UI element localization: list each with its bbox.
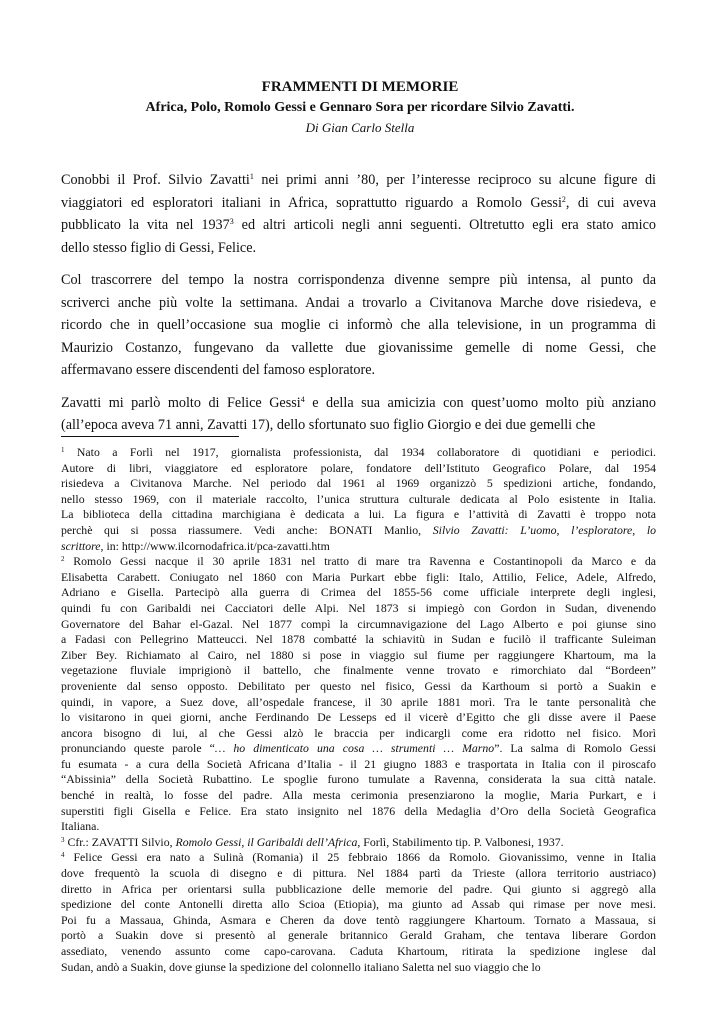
footnote-number: 1 [61, 446, 65, 454]
text-run: scriverci anche più volte la settimana. Andai a trovarlo a Civitanova Marche dove risiedeva, e [61, 294, 656, 311]
text-run: Governatore del Bahar el-Gazal. Nel 1877 compì la circumnavigazione del Lago Alberto e poi giunse sino [61, 616, 656, 631]
text-run: ”. La salma di Romolo Gessi [494, 741, 656, 756]
text-run: assediato, venendo assunto come capo-carovana. Caduta Khartoum, ritirata la spedizione inglese dal [61, 944, 656, 958]
text-line [61, 237, 656, 260]
text-run: Sudan, andò a Suakin, dove giunse la spedizione del colonnello italiano Saletta nel suo viaggio che lo [61, 959, 541, 974]
footnote-line [61, 944, 656, 960]
citation-text: , in: http://www.ilcornodafrica.it/pca-zavatti.htm [100, 538, 330, 553]
footnote-line [61, 492, 656, 508]
footnote-line [61, 554, 656, 570]
footnote-number: 4 [61, 851, 65, 860]
footnote-line [61, 539, 656, 555]
text-run: Elisabetta Carabett. Coniugato nel 1860 con Maria Purkart ebbe figli: Italo, Attilio, Felice, Adele, Alfredo, [61, 569, 656, 584]
footnote-1 [61, 445, 656, 554]
footnote-line [61, 679, 656, 695]
text-run: Conobbi il Prof. Silvio Zavatti [61, 172, 250, 188]
footnote-number: 2 [61, 555, 65, 564]
footnote-divider [61, 436, 239, 437]
footnote-2 [61, 554, 656, 835]
text-run: perchè qui si possa riassumere. Vedi anche: BONATI Manlio, [61, 522, 433, 537]
text-run: nei primi anni ’80, per l’interesse reciproco su alcune figure di [253, 172, 656, 188]
text-run: pronunciando queste parole “ [61, 741, 215, 756]
text-run: Romolo Gessi, il Garibaldi dell’Africa [175, 834, 358, 849]
text-run: superstiti figli Gisella e Felice. Era stato insignito nel 1876 della Medaglia d’Oro della Società Geografica [61, 803, 656, 818]
text-run: benché in realtà, lo fosse del padre. Alla mesta cerimonia presenziarono la moglie, Maria Purkart, e i [61, 788, 656, 803]
footnote-line [61, 710, 656, 726]
text-line [61, 292, 656, 315]
text-line [61, 269, 656, 292]
text-run: Cfr.: ZAVATTI Silvio, [64, 834, 176, 849]
footnote-line [61, 570, 656, 586]
footnote-line [61, 648, 656, 664]
text-line [61, 337, 656, 360]
text-run: viaggiatori ed esploratori italiani in Africa, soprattutto riguardo a Romolo Gessi [61, 194, 562, 211]
footnote-line [61, 523, 656, 539]
text-run: “Abissinia” della Società Rubattino. Le spoglie furono tumulate a Ravenna, considerata la sua città natale. [61, 772, 656, 787]
text-run: scrittore [61, 538, 101, 553]
footnote-line [61, 445, 656, 461]
text-run: risiedeva a Civitanova Marche. Nel periodo dal 1961 al 1969 organizzò 5 spedizioni artiche, fondando, [61, 476, 656, 491]
footnote-3 [61, 835, 656, 851]
text-run: pubblicato la vita nel 1937 [61, 217, 230, 233]
document-title: FRAMMENTI DI MEMORIE [261, 79, 459, 95]
footnote-line [61, 585, 656, 601]
footnote-line [61, 617, 656, 633]
text-run: diretto in Africa per orientarsi sulla pubblicazione delle memorie del padre. Qui giunto si aggregò alla [61, 881, 656, 896]
text-line [61, 192, 656, 215]
text-run: Poi fu a Massaua, Ghinda, Asmara e Cheren da dove tentò raggiungere Khartoum. Tornato a Massaua, si [61, 912, 656, 927]
footnote-reference[interactable]: 1 [249, 172, 254, 181]
footnote-line [61, 632, 656, 648]
text-run: Autore di libri, viaggiatore ed esploratore polare, fondatore dell’Istituto Geografico Polare, dal 1954 [61, 460, 656, 475]
text-run: proveniente dal senso opposto. Debilitato per questo nel fisico, Gessi da Karthoum si portò a Suakin e [61, 678, 656, 693]
text-run: nello stesso 1969, con il materiale raccolto, l’unica struttura culturale dedicata al Polo esistente in Italia. [61, 491, 656, 506]
footnote-line [61, 928, 656, 944]
text-run: Felice Gessi era nato a Sulinà (Romania) il 25 febbraio 1866 da Romolo. Giovanissimo, venne in Italia [64, 850, 656, 865]
text-line [61, 214, 656, 237]
text-run: , di cui aveva [565, 194, 656, 211]
footnote-line [61, 788, 656, 804]
footnote-line [61, 507, 656, 523]
text-line [61, 414, 656, 437]
footnote-line [61, 461, 656, 477]
footnote-line [61, 882, 656, 898]
text-run: Italiana. [61, 819, 100, 834]
footnote-line [61, 772, 656, 788]
text-run: quindi, in vapore, a Suez dove, all’ospedale francese, il 30 aprile 1881 morì. Tra le tante personalità che [61, 694, 656, 709]
footnote-reference[interactable]: 3 [229, 217, 234, 226]
text-run: , Forlì, Stabilimento tip. P. Valbonesi, 1937. [357, 834, 564, 849]
footnote-line [61, 663, 656, 679]
footnote-line [61, 476, 656, 492]
text-line [61, 169, 656, 192]
footnote-line [61, 897, 656, 913]
text-run: dove frequentò la scuola di disegno e di pittura. Nel 1884 partì da Trieste (allora territorio austriaco) [61, 866, 656, 881]
text-line [61, 314, 656, 337]
text-run: portò a Suakin dove si presentò al generale britannico Gerald Graham, che tentava liberare Gordon [61, 928, 656, 943]
footnote-4 [61, 850, 656, 975]
footnotes [61, 445, 656, 975]
text-run: fu esumata - a cura della Società Africana d’Italia - il 21 giugno 1883 e trasportata in Italia con il piroscafo [61, 756, 656, 771]
footnote-line [61, 866, 656, 882]
footnote-line [61, 960, 656, 976]
footnote-number: 3 [61, 835, 65, 844]
text-run: ricordo che in quell’occasione sua moglie ci informò che alla televisione, in un programma di [61, 317, 656, 333]
text-run: Nato a Forlì nel 1917, giornalista professionista, dal 1934 collaboratore di quotidiani e periodici. [64, 445, 656, 459]
text-run: vegetazione fluviale imprigionò il battello, che finalmente venne trovato e rimorchiato dal “Bordeen” [61, 663, 656, 678]
text-run: ed altri articoli negli anni seguenti. Oltretutto egli era stato amico [233, 217, 656, 233]
text-run: Zavatti mi parlò molto di Felice Gessi [61, 394, 301, 411]
text-run: Col trascorrere del tempo la nostra corrispondenza divenne sempre più intensa, al punto da [61, 272, 656, 288]
footnote-line [61, 726, 656, 742]
body-paragraph [61, 392, 656, 437]
text-line [61, 359, 656, 382]
footnote-line [61, 695, 656, 711]
text-run: Maurizio Costanzo, fungevano da vallette due giovanissime gemelle di nome Gessi, che [61, 339, 656, 356]
text-run: e della sua amicizia con quest’uomo molto più anziano [304, 394, 656, 411]
text-run: (all’epoca aveva 71 anni, Zavatti 17), dello sfortunato suo figlio Giorgio e dei due gemelli che [61, 417, 596, 433]
text-run: quindi fu con Garibaldi nei Cacciatori delle Alpi. Nel 1873 si impiegò con Gordon in Sudan, divenendo [61, 600, 656, 615]
body-text [61, 169, 656, 447]
text-run: Adriano e Gisella. Partecipò alla guerra di Crimea del 1855-56 come ufficiale interprete degli inglesi, [61, 585, 656, 600]
footnote-line [61, 913, 656, 929]
footnote-line [61, 804, 656, 820]
author-byline: Di Gian Carlo Stella [305, 120, 415, 135]
text-run: Ziber Bey. Richiamato al Cairo, nel 1880 si pose in viaggio sul fiume per raggiungere Khartoum, ma la [61, 647, 656, 662]
footnote-line [61, 850, 656, 866]
footnote-line [61, 741, 656, 757]
footnote-reference[interactable]: 2 [561, 194, 566, 204]
text-run: ancora bisogno di lui, al che Gessi alzò le braccia per indicargli come era ridotto nel fisico. Morì [61, 725, 656, 740]
text-run: affermavano essere discendenti del famoso esploratore. [61, 362, 376, 378]
text-run: lo visitarono in quei giorni, anche Ferdinando De Lesseps ed il vicerè d’Egitto che gli disse avere il Paese [61, 710, 656, 725]
text-run: … ho dimenticato una cosa … strumenti … Marno [214, 741, 495, 756]
text-line [61, 392, 656, 415]
text-run: La biblioteca della cittadina marchigiana è dedicata a lui. La figura e l’attività di Zavatti è troppo nota [61, 507, 656, 522]
text-run: Silvio Zavatti: L’uomo, l’esploratore, lo [432, 522, 656, 537]
body-paragraph [61, 169, 656, 259]
footnote-line [61, 601, 656, 617]
footnote-line [61, 819, 656, 835]
text-run: a Fadasi con Pellegrino Matteucci. Nel 1878 combatté la schiavitù in Sudan e fucilò il trafficante Suleiman [61, 632, 656, 647]
footnote-line [61, 835, 656, 851]
document-subtitle: Africa, Polo, Romolo Gessi e Gennaro Sora per ricordare Silvio Zavatti. [145, 100, 575, 115]
footnote-line [61, 757, 656, 773]
footnote-reference[interactable]: 4 [300, 394, 305, 404]
text-run: dello stesso figlio di Gessi, Felice. [61, 239, 257, 256]
text-run: Romolo Gessi nacque il 30 aprile 1831 nel tratto di mare tra Ravenna e Costantinopoli da Marco e da [64, 554, 656, 569]
document-header [60, 76, 660, 138]
body-paragraph [61, 269, 656, 382]
text-run: spedizione del conte Antonelli diretta allo Scioa (Etiopia), ma giunto ad Assab qui rimase per nove mesi. [61, 897, 656, 912]
